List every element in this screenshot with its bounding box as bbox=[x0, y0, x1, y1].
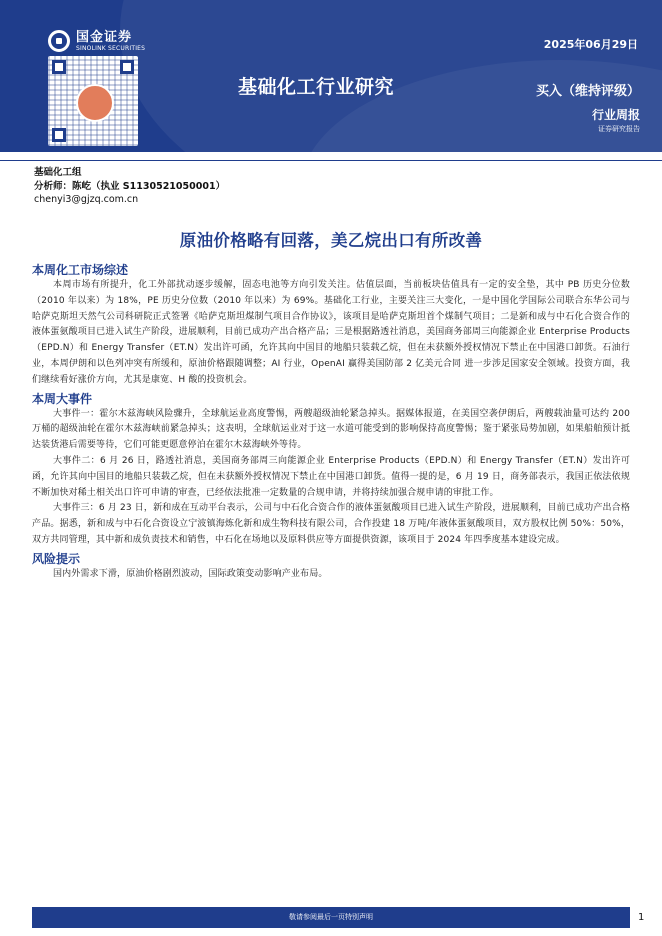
seal-icon bbox=[76, 84, 114, 122]
logo-icon bbox=[48, 30, 70, 52]
research-group: 基础化工组 bbox=[34, 167, 82, 178]
qr-code bbox=[48, 56, 138, 146]
risk-paragraph: 国内外需求下滑，原油价格剧烈波动，国际政策变动影响产业布局。 bbox=[53, 568, 328, 579]
analyst-email: chenyi3@gjzq.com.cn bbox=[34, 194, 139, 205]
event-paragraph-3: 大事件三：6 月 23 日，新和成在互动平台表示，公司与中石化合资合作的液体蛋氨酸项目已进入试生产阶段，进展顺利，目前已成功产出合格产品。据悉，新和成与中石化合资设立宁波镇海炼化新和成生物科技有限公司，合作投建 18 万吨/年液体蛋氨酸项目，双方股权比例 50%：50%，双方共同管理，其中新和成负责技术和销售，中石化在场地以及原料供应等方面提供资源，该项目于 2024 年四季度基本建设完成。 bbox=[32, 503, 630, 545]
report-type: 行业周报 bbox=[591, 108, 640, 122]
market-summary-paragraph: 本周市场有所提升，化工外部扰动逐步缓解，固态电池等方向引发关注。估值层面，当前板块估值具有一定的安全垫，其中 PB 历史分位数（2010 年以来）为 18%，PE 历史分位数（2010 年以来）为 69%。基础化工行业，主要关注三大变化，一是中国化学国际公司联合东华公司与哈萨克斯坦天然气公司科研院正式签署《哈萨克斯坦煤制气项目合作协议》，该项目是哈萨克斯坦首个煤制气项目；二是新和成与中石化合资合作的液体蛋氨酸项目已进入试生产阶段，进展顺利，目前已成功产出合格产品；三是根据路透社消息，美国商务部周三向能源企业 Enterprise Products（EPD.N）和 Energy Transfer（ET.N）发出许可函，允许其向中国目的地船只装载乙烷，但在未获额外授权情况下禁止在中国港口卸货。石油行业，本周伊朗和以色列冲突有所缓和，原油价格跟随调整；AI 行业，OpenAI 赢得美国防部 2 亿美元合同 进一步涉足国家安全领域。投资方面，我们继续看好涨价方向，尤其是康宽、H 酸的投资机会。 bbox=[32, 280, 630, 385]
investment-rating: 买入（维持评级） bbox=[535, 84, 640, 99]
section-heading-risk: 风险提示 bbox=[32, 551, 81, 566]
analyst-info bbox=[34, 166, 225, 207]
report-category: 证券研究报告 bbox=[598, 125, 640, 133]
header-divider bbox=[0, 160, 662, 161]
section-heading-events: 本周大事件 bbox=[32, 391, 93, 406]
report-date: 2025年06月29日 bbox=[543, 38, 638, 51]
report-body bbox=[32, 262, 630, 583]
logo-name-en: SINOLINK SECURITIES bbox=[76, 44, 146, 52]
analyst-name: 分析师：陈屹（执业 S1130521050001） bbox=[34, 180, 226, 192]
company-logo bbox=[48, 30, 145, 52]
event-paragraph-1: 大事件一：霍尔木兹海峡风险骤升，全球航运业高度警惕，两艘超级油轮紧急掉头。据媒体报道，在美国空袭伊朗后，两艘载油量可达约 200 万桶的超级油轮在霍尔木兹海峡前紧急掉头；这表明，全球航运业对于这一水道可能受到的影响保持高度警惕；鉴于紧张局势加剧，如果船舶预计抵达装货港后需要等待，它们可能更愿意停泊在霍尔木兹海峡外等待。 bbox=[32, 408, 630, 451]
logo-name-cn: 国金证券 bbox=[76, 29, 133, 45]
footer-disclaimer: 敬请参阅最后一页特别声明 bbox=[32, 907, 630, 928]
report-title: 基础化工行业研究 bbox=[238, 76, 395, 98]
report-header bbox=[0, 0, 662, 152]
page-title: 原油价格略有回落，美乙烷出口有所改善 bbox=[179, 231, 483, 250]
event-paragraph-2: 大事件二：6 月 26 日，路透社消息，美国商务部周三向能源企业 Enterprise Products（EPD.N）和 Energy Transfer（ET.N）发出许可函，允许其向中国目的地船只装载乙烷，但在未获额外授权情况下禁止在中国港口卸货。值得一提的是，6 月 19 日，商务部表示，我国正依法依规不断加快对稀土相关出口许可申请的审查，已经依法批准一定数量的合规申请，并将持续加强合规申请的审批工作。 bbox=[32, 455, 630, 498]
page-number: 1 bbox=[638, 912, 645, 923]
section-heading-market: 本周化工市场综述 bbox=[32, 263, 129, 277]
